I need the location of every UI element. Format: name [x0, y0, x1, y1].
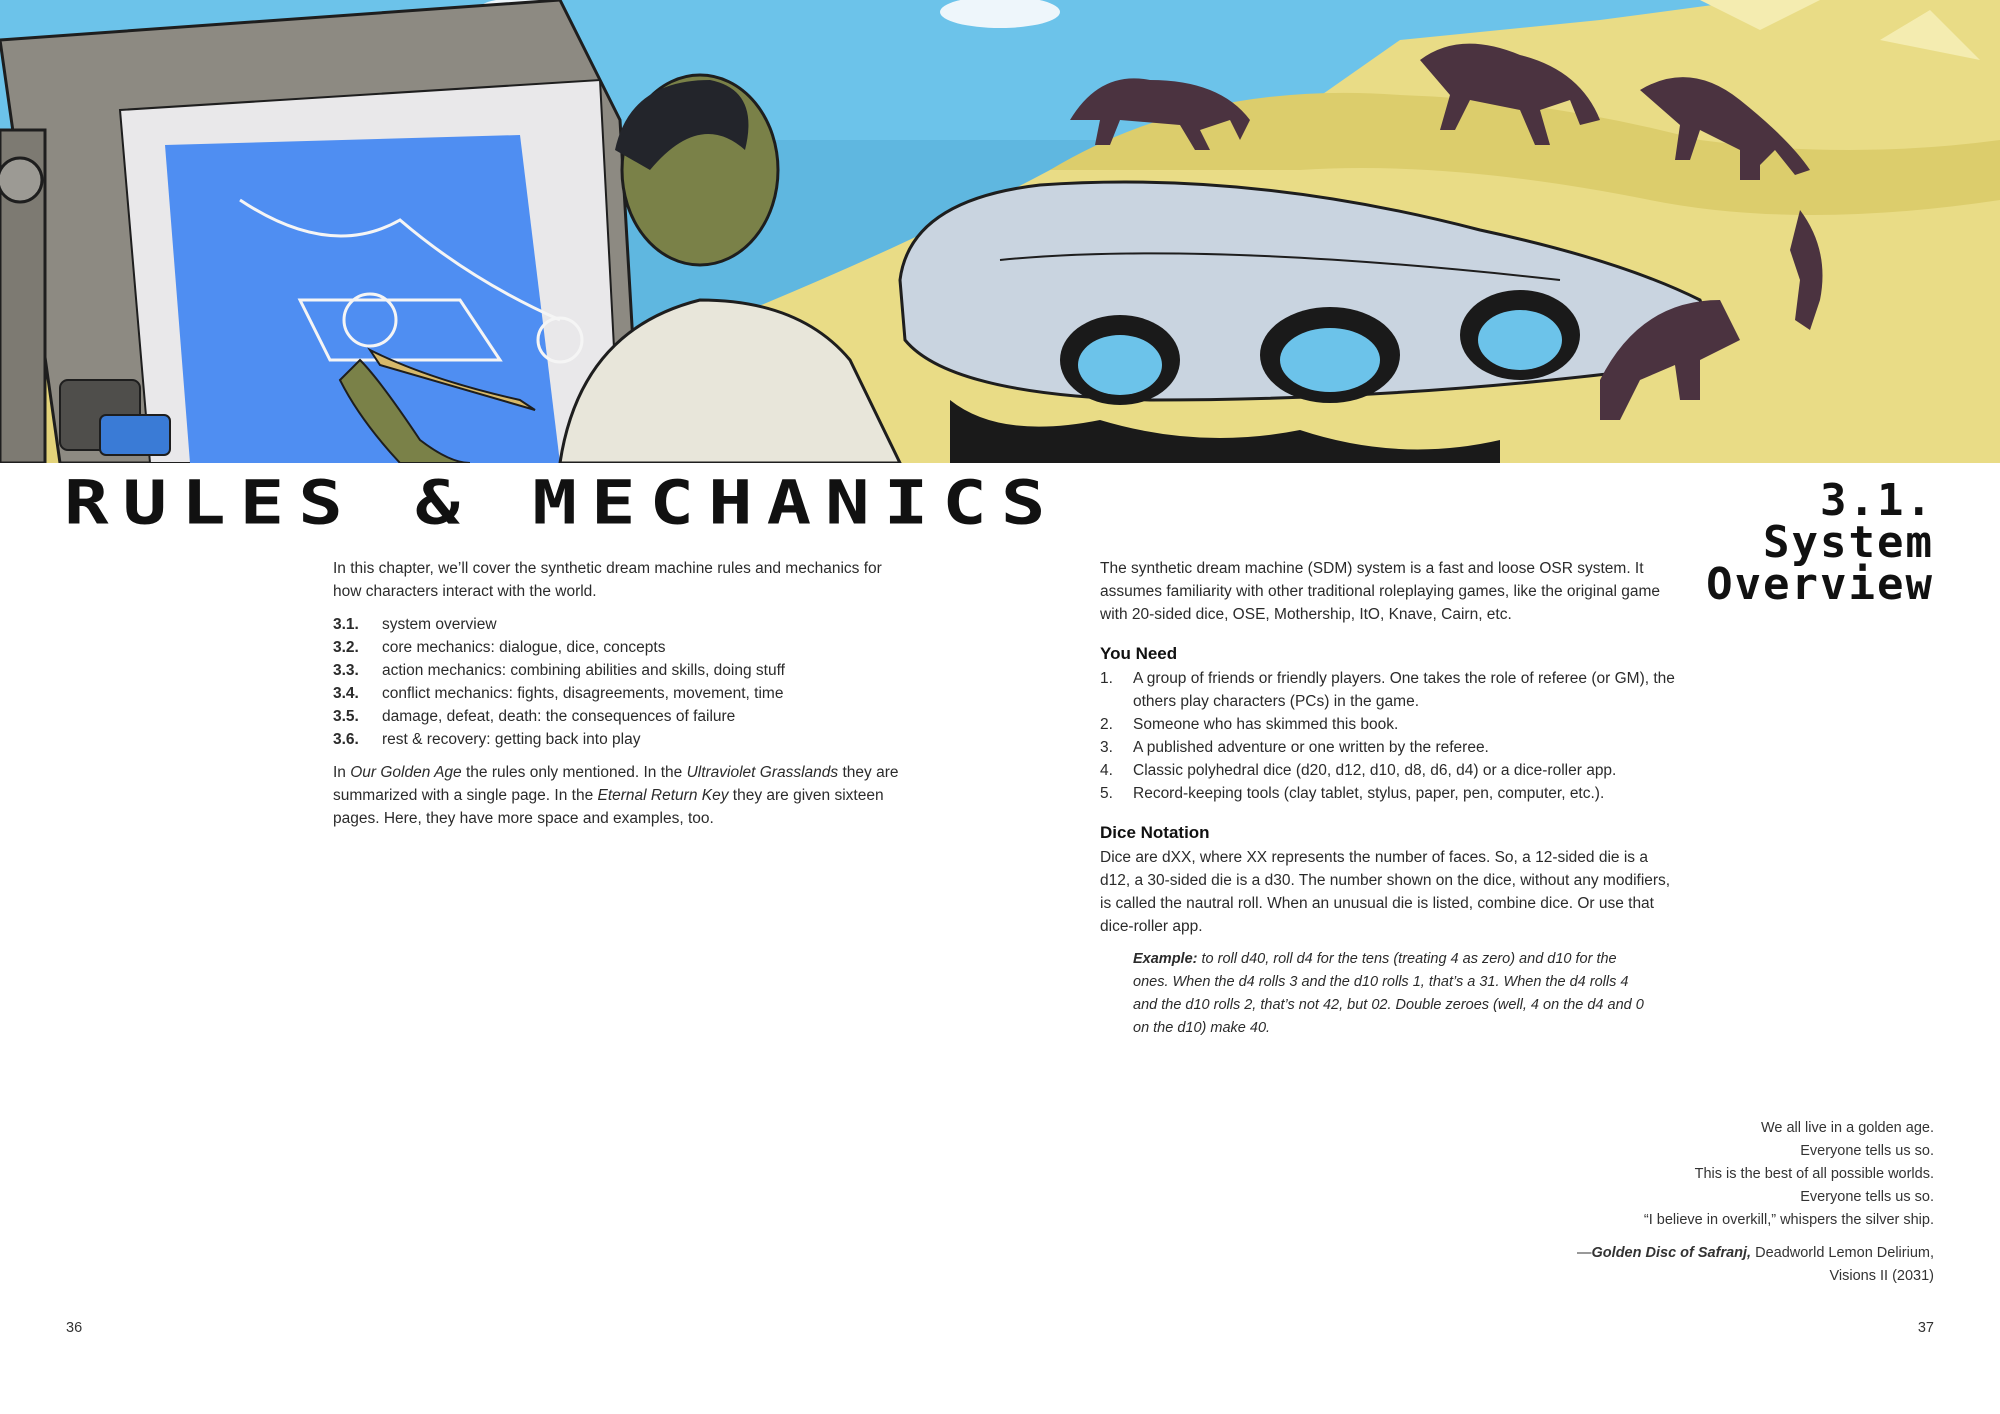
- toc-item: [333, 682, 903, 705]
- toc-label: conflict mechanics: fights, disagreements, movement, time: [382, 685, 784, 702]
- left-column: [333, 557, 903, 840]
- list-item: 5. Record-keeping tools (clay tablet, stylus, paper, pen, computer, etc.).: [1100, 785, 1605, 802]
- list-item: 3. A published adventure or one written by the referee.: [1100, 739, 1489, 756]
- epigraph-line: We all live in a golden age.: [1760, 1120, 1934, 1136]
- chapter-title: RULES & MECHANICS: [64, 467, 1060, 539]
- epigraph-line: This is the best of all possible worlds.: [1694, 1166, 1934, 1182]
- page-number-right: 37: [1917, 1320, 1934, 1336]
- dice-notation-text: Dice are dXX, where XX represents the number of faces. So, a 12-sided die is a d12, a 30-sided die is a d30. The number shown on the dice, without any modifiers, is called the nautral roll. When an unusual die is listed, combine dice. Or use that dice-roller app.: [1100, 849, 1671, 935]
- dice-notation-heading: Dice Notation: [1100, 823, 1210, 842]
- section-title-line: System: [1763, 517, 1934, 568]
- toc-number: 3.2.: [333, 639, 359, 656]
- epigraph-citation-source: Visions II (2031): [1829, 1268, 1934, 1284]
- toc-number: 3.5.: [333, 708, 359, 725]
- system-intro: The synthetic dream machine (SDM) system is a fast and loose OSR system. It assumes familiarity with other traditional roleplaying games, like the original game with 20-sided dice, OSE, Mothership, ItO, Knave, Cairn, etc.: [1100, 560, 1660, 623]
- section-number: 3.1.: [1820, 475, 1934, 526]
- banner-illustration: [0, 0, 2000, 463]
- dice-example: [1133, 948, 1653, 1040]
- example-label: Example:: [1133, 951, 1198, 967]
- section-title-line: Overview: [1706, 559, 1934, 610]
- toc-number: 3.1.: [333, 616, 359, 633]
- right-column: [1100, 557, 1675, 1040]
- page-number-left: 36: [66, 1320, 83, 1336]
- chapter-intro: In this chapter, we’ll cover the synthetic dream machine rules and mechanics for how characters interact with the world.: [333, 560, 882, 600]
- list-item: 1. A group of friends or friendly players. One takes the role of referee (or GM), the others play characters (PCs) in the game.: [1100, 670, 1675, 710]
- chapter-history-paragraph: In Our Golden Age the rules only mentioned. In the Ultraviolet Grasslands they are summarized with a single page. In the Eternal Return Key they are given sixteen pages. Here, they have more space and examples, too.: [333, 764, 899, 827]
- toc-item: [333, 705, 903, 728]
- toc-label: rest & recovery: getting back into play: [382, 731, 641, 748]
- toc-label: core mechanics: dialogue, dice, concepts: [382, 639, 666, 656]
- you-need-heading: You Need: [1100, 644, 1178, 663]
- toc-item: [333, 659, 903, 682]
- toc-label: system overview: [382, 616, 497, 633]
- epigraph-line: “I believe in overkill,” whispers the silver ship.: [1643, 1212, 1934, 1228]
- epigraph-line: Everyone tells us so.: [1800, 1143, 1934, 1159]
- chapter-toc: [333, 613, 903, 751]
- list-item: 4. Classic polyhedral dice (d20, d12, d10, d8, d6, d4) or a dice-roller app.: [1100, 762, 1617, 779]
- toc-label: action mechanics: combining abilities and skills, doing stuff: [382, 662, 785, 679]
- list-item: 2. Someone who has skimmed this book.: [1100, 716, 1399, 733]
- section-title: [1706, 475, 1934, 610]
- toc-number: 3.3.: [333, 662, 359, 679]
- you-need-list: [1100, 667, 1675, 805]
- example-text: to roll d40, roll d4 for the tens (treating 4 as zero) and d10 for the ones. When the d4 rolls 3 and the d10 rolls 1, that’s a 31. When the d4 rolls 4 and the d10 rolls 2, that’s not 42, but 02. Double zeroes (well, 4 on the d4 and 0 on the d10) make 40.: [1133, 951, 1644, 1036]
- toc-number: 3.4.: [333, 685, 359, 702]
- epigraph-citation: —Golden Disc of Safranj, Deadworld Lemon Delirium,: [1577, 1245, 1934, 1261]
- toc-label: damage, defeat, death: the consequences of failure: [382, 708, 736, 725]
- toc-number: 3.6.: [333, 731, 359, 748]
- epigraph-line: Everyone tells us so.: [1800, 1189, 1934, 1205]
- epigraph: [1577, 1117, 1934, 1288]
- toc-item: [333, 728, 903, 751]
- toc-item: [333, 636, 903, 659]
- toc-item: [333, 613, 903, 636]
